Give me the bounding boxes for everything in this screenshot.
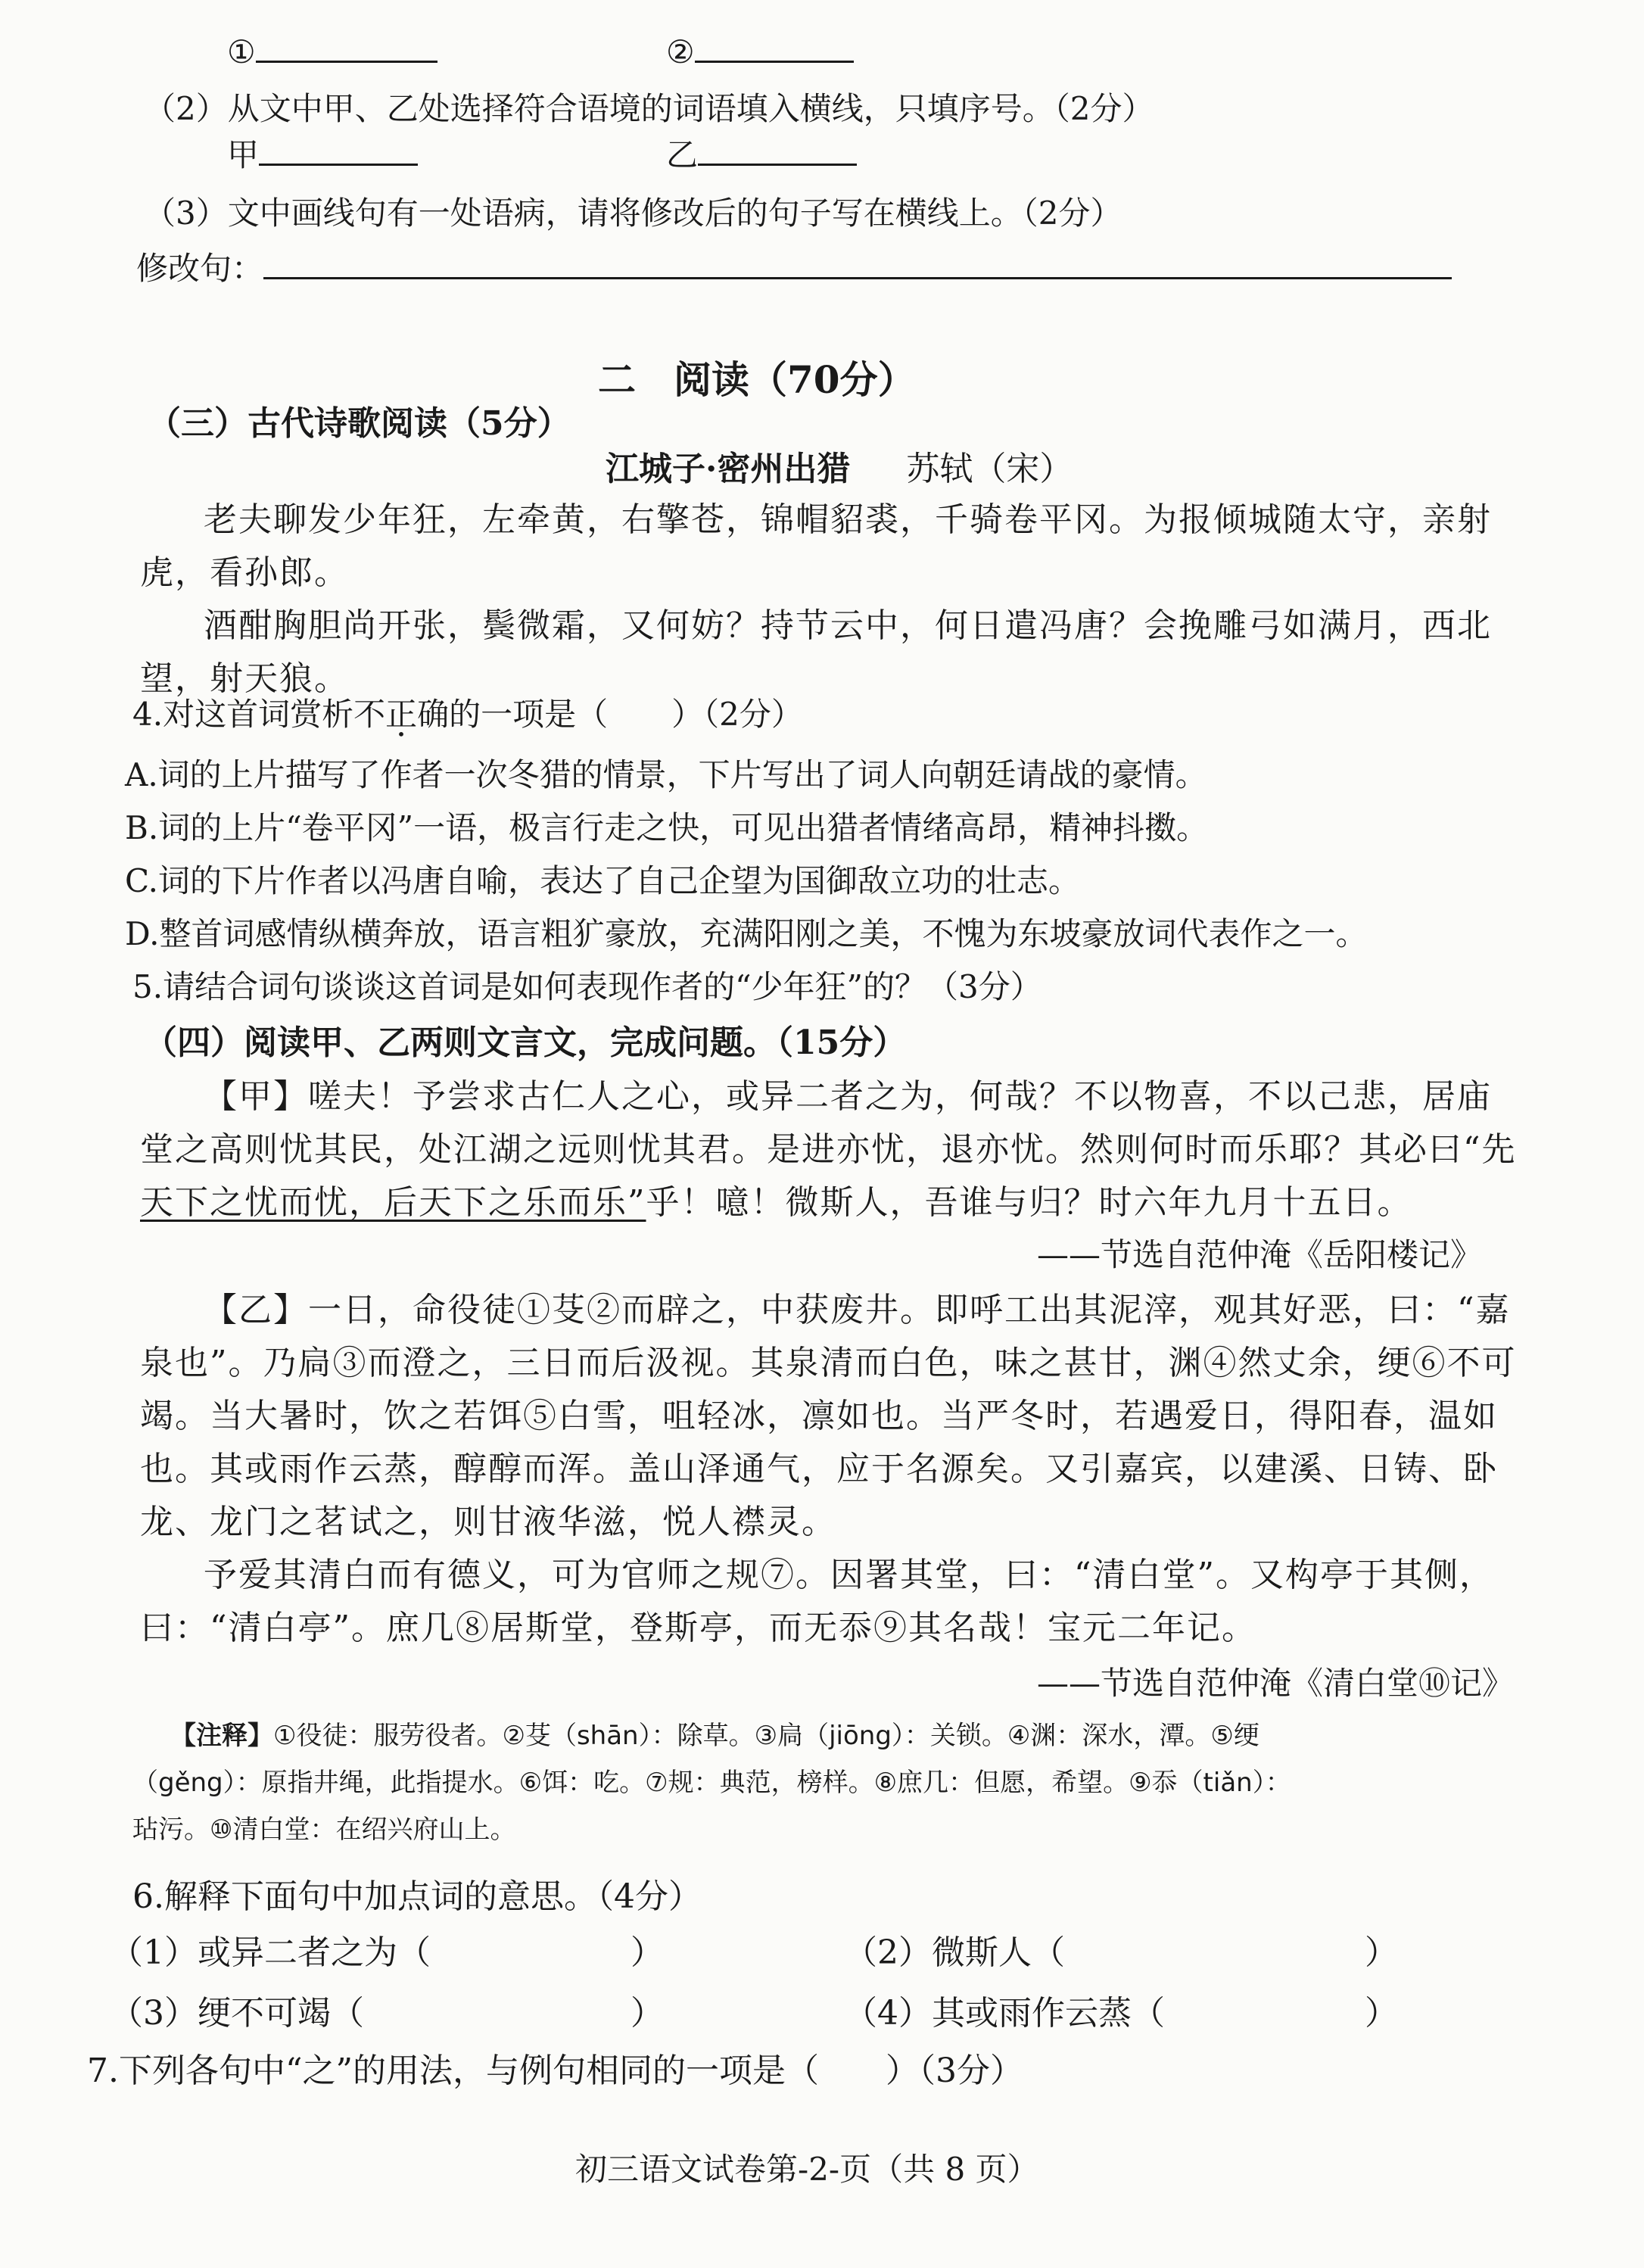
jia-blank[interactable] [259,133,418,166]
question-4-stem [132,693,803,736]
q6-item-2: （2）微斯人（ ） [844,1933,1398,1972]
poem-heading [606,448,1073,491]
q4-option-a: A.词的上片描写了作者一次冬猎的情景，下片写出了词人向朝廷请战的豪情。 [125,756,1207,793]
jia-line-3-rest: 乎！噫！微斯人，吾谁与归？时六年九月十五日。 [646,1183,1412,1222]
yi-line-5: 龙、龙门之茗试之，则甘液华滋，悦人襟灵。 [140,1503,836,1541]
yi-line-1: 【乙】一日，命役徒①芟②而辟之，中获废井。即呼工出其泥滓，观其好恶，曰：“嘉 [204,1291,1511,1329]
page-footer: 初三语文试卷第-2-页（共 8 页） [575,2151,1039,2188]
question-3-3: （3）文中画线句有一处语病，请将修改后的句子写在横线上。（2分） [144,195,1122,232]
poem-line-1b: 虎，看孙郎。 [140,553,349,592]
yi-line-3: 竭。当大暑时，饮之若饵⑤白雪，咀轻冰，凛如也。当严冬时，若遇爱日，得阳春，温如 [140,1397,1498,1435]
jia-row [227,133,418,176]
jia-line-3 [140,1176,1517,1229]
q4-stem-emphasis: 不正确 [353,696,450,733]
classical-jia [140,1070,1517,1229]
poem-line-2a: 酒酣胸胆尚开张，鬓微霜，又何妨？持节云中，何日遣冯唐？会挽雕弓如满月，西北 [204,606,1492,645]
notes-line-1 [132,1712,1291,1759]
classical-title: （四）阅读甲、乙两则文言文，完成问题。（15分） [144,1023,907,1062]
q4-option-c: C.词的下片作者以冯唐自喻，表达了自己企望为国御敌立功的壮志。 [125,862,1080,899]
yi-line-7: 曰：“清白亭”。庶几⑧居斯堂，登斯亭，而无忝⑨其名哉！宝元二年记。 [140,1609,1256,1647]
yi-line-2: 泉也”。乃扃③而澄之，三日而后汲视。其泉清而白色，味之甚甘，渊④然丈余，绠⑥不可 [140,1344,1517,1382]
poem-author: 苏轼（宋） [906,450,1073,488]
notes-line-3: 玷污。⑩清白堂：在绍兴府山上。 [132,1815,516,1845]
notes-label: 【注释】 [170,1721,273,1751]
poem-title: 江城子·密州出猎 [606,450,851,488]
q6-item-3: （3）绠不可竭（ ） [110,1994,664,2033]
notes-text-1: ①役徒：服劳役者。②芟（shān）：除草。③扃（jiōng）：关锁。④渊：深水，潭。⑤绠 [273,1721,1259,1751]
q4-stem-pre: 4.对这首词赏析 [132,696,354,733]
question-3-2: （2）从文中甲、乙处选择符合语境的词语填入横线，只填序号。（2分） [144,90,1154,127]
yi-label: 乙 [666,136,699,173]
question-6-stem: 6.解释下面句中加点词的意思。（4分） [132,1877,702,1916]
revise-label: 修改句： [136,250,264,287]
blank-1-line[interactable] [256,30,437,63]
section-title: 二 阅读（70分） [598,357,916,402]
jia-label: 甲 [227,136,260,173]
jia-line-1: 【甲】嗟夫！予尝求古仁人之心，或异二者之为，何哉？不以物喜，不以己悲，居庙 [204,1077,1492,1116]
poem-section-title: （三）古代诗歌阅读（5分） [148,404,571,443]
q4-stem-post: 的一项是（ ）（2分） [449,696,803,733]
yi-blank[interactable] [698,133,857,166]
blank-1-row [227,30,437,73]
poem-line-2b: 望，射天狼。 [140,659,349,698]
poem-body [140,494,1492,706]
yi-line-4: 也。其或雨作云蒸，醇醇而浑。盖山泽通气，应于名源矣。又引嘉宾，以建溪、日铸、卧 [140,1450,1498,1488]
q6-item-1: （1）或异二者之为（ ） [110,1933,664,1972]
blank-2-line[interactable] [695,30,854,63]
revise-row [136,247,1452,290]
blank-1-label: ① [227,33,256,70]
jia-source: ——节选自范仲淹《岳阳楼记》 [1037,1236,1483,1273]
jia-line-2: 堂之高则忧其民，处江湖之远则忧其君。是进亦忧，退亦忧。然则何时而乐耶？其必曰“先 [140,1130,1517,1169]
yi-line-6: 予爱其清白而有德义，可为官师之规⑦。因署其堂，曰：“清白堂”。又构亭于其侧， [204,1556,1494,1594]
blank-2-label: ② [666,33,695,70]
yi-row [666,133,857,176]
yi-source: ——节选自范仲淹《清白堂⑩记》 [1037,1665,1515,1702]
q4-option-d: D.整首词感情纵横奔放，语言粗犷豪放，充满阳刚之美，不愧为东坡豪放词代表作之一。 [125,915,1368,952]
question-7: 7.下列各句中“之”的用法，与例句相同的一项是（ ）（3分） [87,2051,1023,2090]
blank-2-row [666,30,854,73]
q6-item-4: （4）其或雨作云蒸（ ） [844,1994,1398,2033]
classical-yi [140,1284,1517,1655]
notes [132,1712,1291,1853]
q4-option-b: B.词的上片“卷平冈”一语，极言行走之快，可见出猎者情绪高昂，精神抖擞。 [125,809,1209,846]
poem-line-1a: 老夫聊发少年狂，左牵黄，右擎苍，锦帽貂裘，千骑卷平冈。为报倾城随太守，亲射 [204,500,1492,539]
jia-underlined: 天下之忧而忧，后天下之乐而乐” [140,1183,646,1222]
question-5: 5.请结合词句谈谈这首词是如何表现作者的“少年狂”的？（3分） [132,968,1042,1005]
notes-line-2: （gěng）：原指井绳，此指提水。⑥饵：吃。⑦规：典范，榜样。⑧庶几：但愿，希望。⑨忝（tiǎn）： [132,1768,1291,1798]
revise-blank[interactable] [263,247,1452,279]
